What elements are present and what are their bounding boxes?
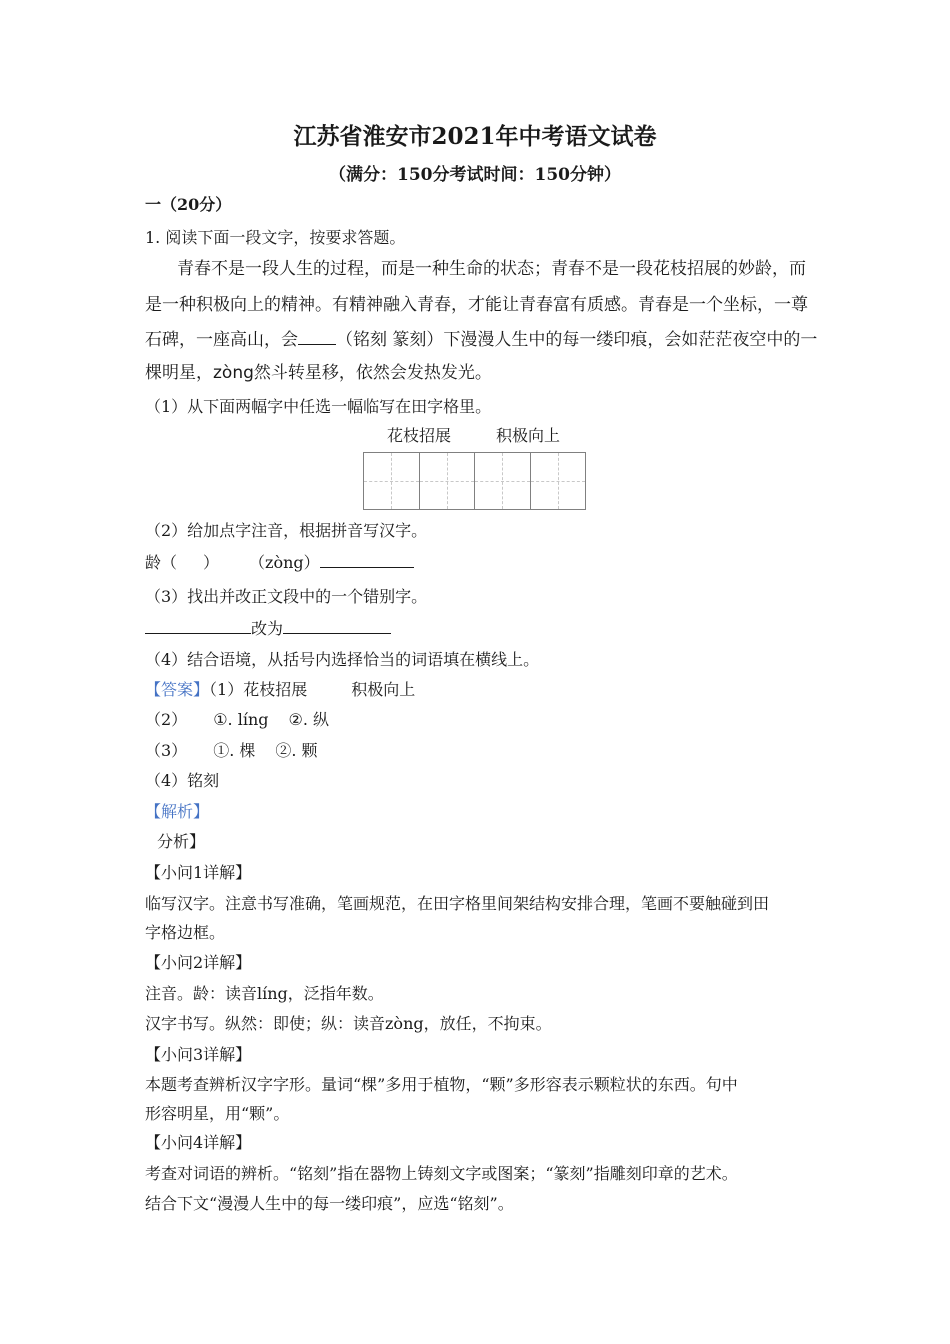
- question-prompt: 1. 阅读下面一段文字，按要求答题。: [145, 228, 406, 247]
- answer-1b: 积极向上: [351, 680, 416, 699]
- q4-detail-text-2: 结合下文“漫漫人生中的每一缕印痕”，应选“铭刻”。: [145, 1194, 514, 1213]
- passage-line-3-end: （铭刻 篆刻）下漫漫人生中的每一缕印痕，会如茫茫夜空中的一: [336, 330, 818, 350]
- answer-2-2: ②. 纵: [288, 710, 330, 729]
- grid-cell[interactable]: [364, 453, 420, 509]
- grid-cell[interactable]: [475, 453, 531, 509]
- section-heading: 一（20分）: [145, 195, 232, 214]
- correct-char-blank[interactable]: [283, 617, 391, 634]
- ling-label: 龄（: [145, 553, 178, 572]
- passage-line-2: 是一种积极向上的精神。有精神融入青春，才能让青春富有质感。青春是一个坐标，一尊: [145, 295, 808, 315]
- fill-blank[interactable]: [298, 328, 336, 345]
- q3-detail-heading: 【小问3详解】: [145, 1045, 252, 1064]
- phrase-a: 花枝招展: [387, 426, 452, 445]
- grid-cell[interactable]: [531, 453, 586, 509]
- q1-detail-text-2: 字格边框。: [145, 923, 226, 942]
- q3-detail-text-1: 本题考查辨析汉字字形。量词“棵”多用于植物，“颗”多形容表示颗粒状的东西。句中: [145, 1075, 738, 1094]
- q2-detail-text-2: 汉字书写。纵然：即使；纵：读音zòng，放任，不拘束。: [145, 1014, 552, 1033]
- answer-2-1: ①. líng: [213, 710, 269, 729]
- phrase-b: 积极向上: [496, 426, 561, 445]
- q4-detail-heading: 【小问4详解】: [145, 1133, 252, 1152]
- passage-line-3-start: 石碑，一座高山，会: [145, 330, 298, 350]
- passage-line-1: 青春不是一段人生的过程，而是一种生命的状态；青春不是一段花枝招展的妙龄，而: [177, 259, 806, 279]
- q1-detail-text-1: 临写汉字。注意书写准确，笔画规范，在田字格里间架结构安排合理，笔画不要触碰到田: [145, 894, 770, 913]
- tianzige-grid[interactable]: [363, 452, 586, 510]
- answer-3-label: （3）: [145, 741, 188, 760]
- q2-detail-heading: 【小问2详解】: [145, 953, 252, 972]
- answer-3-2: ②. 颗: [275, 741, 318, 760]
- sub-question-2: （2）给加点字注音，根据拼音写汉字。: [145, 521, 428, 540]
- page-title: 江苏省淮安市2021年中考语文试卷: [293, 123, 657, 150]
- answer-row-1: [145, 679, 415, 701]
- sub-question-4: （4）结合语境，从括号内选择恰当的词语填在横线上。: [145, 650, 540, 669]
- q1-detail-heading: 【小问1详解】: [145, 863, 252, 882]
- q4-detail-text-1: 考查对词语的辨析。“铭刻”指在器物上铸刻文字或图案；“篆刻”指雕刻印章的艺术。: [145, 1164, 738, 1183]
- ling-close: ）: [203, 553, 220, 572]
- page-subtitle: （满分：150分考试时间：150分钟）: [329, 165, 621, 185]
- sub-question-3: （3）找出并改正文段中的一个错别字。: [145, 587, 428, 606]
- answer-label: 【答案】: [145, 680, 210, 699]
- answer-1a: （1）花枝招展: [209, 680, 308, 699]
- zong-blank[interactable]: [320, 551, 414, 568]
- change-to-label: 改为: [251, 619, 284, 638]
- correction-row: [145, 617, 391, 640]
- grid-cell[interactable]: [420, 453, 476, 509]
- passage-line-3: [145, 328, 817, 351]
- sub-question-1: （1）从下面两幅字中任选一幅临写在田字格里。: [145, 397, 492, 416]
- answer-row-4: （4）铭刻: [145, 771, 220, 790]
- answer-2-label: （2）: [145, 710, 188, 729]
- q3-detail-text-2: 形容明星，用“颗”。: [145, 1104, 290, 1123]
- wrong-char-blank[interactable]: [145, 617, 251, 634]
- q2-detail-text-1: 注音。龄：读音líng，泛指年数。: [145, 984, 384, 1003]
- analysis-fenxi: 分析】: [157, 832, 206, 851]
- analysis-label: 【解析】: [145, 802, 210, 821]
- answer-3-1: ①. 棵: [213, 741, 256, 760]
- answer-row-2: [145, 709, 329, 731]
- pinyin-row: [145, 551, 414, 574]
- passage-line-4: 棵明星，zòng然斗转星移，依然会发热发光。: [145, 363, 492, 383]
- answer-row-3: [145, 740, 318, 762]
- zong-label: （zòng）: [249, 553, 320, 572]
